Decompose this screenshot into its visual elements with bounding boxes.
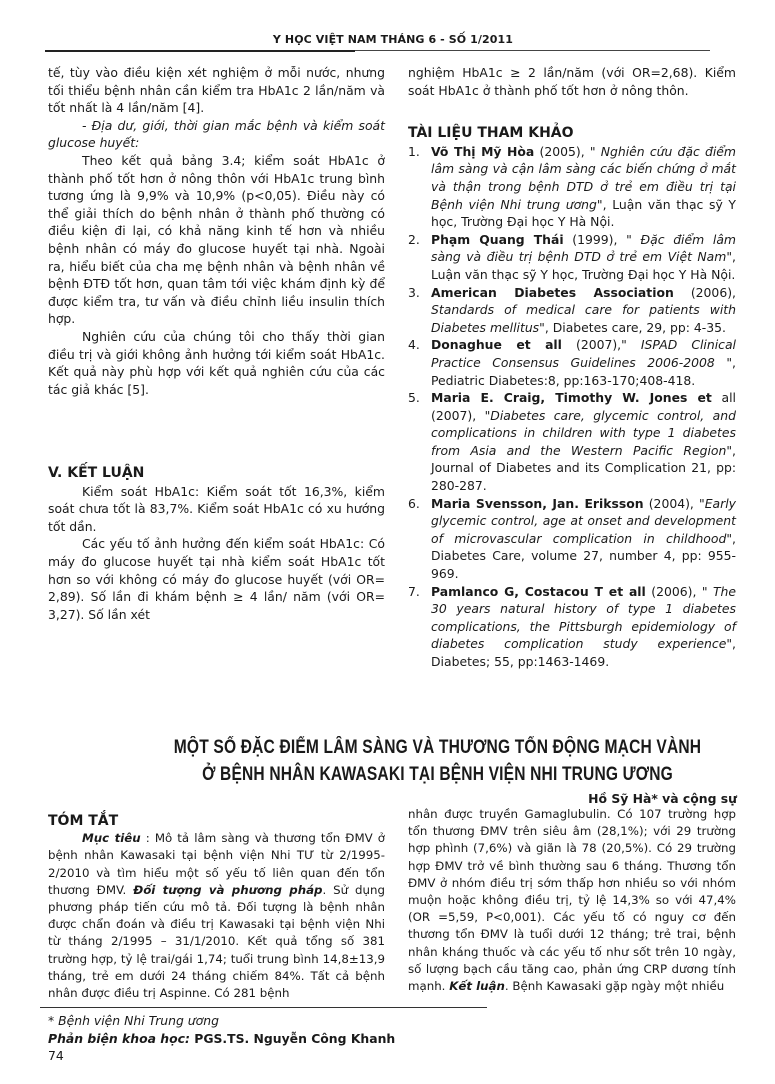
subheading: - Địa dư, giới, thời gian mắc bệnh và kiểm soát glucose huyết: — [48, 117, 385, 151]
conclusion-text: . Bệnh Kawasaki gặp ngày một nhiều — [504, 979, 725, 994]
reference-authors: Phạm Quang Thái — [431, 231, 564, 247]
conclusion-section — [48, 465, 385, 623]
reference-source: , Luận văn thạc sỹ Y học, Trường Đại học Y Hà Nội. — [431, 249, 736, 282]
reference-item — [408, 143, 736, 231]
right-column — [408, 64, 736, 671]
method-text: . Sử dụng phương pháp tiến cứu mô tả. Đối tượng là bệnh nhân được chẩn đoán và điều trị Kawasaki tại bệnh viện Nhi từ tháng 2/1995 – 31/1/2010. Kết quả tổng số 381 trường hợp, tỷ lệ trai/gái 1,74; tuổi trung bình 14,8±13,9 tháng, trẻ em dưới 24 tháng chiếm 84%. Tất cả bệnh nhân được điều trị Aspinne. Có 281 bệnh — [48, 882, 385, 1001]
reference-title: The 30 years natural history of type 1 diabetes complications, the Pittsburgh epidemiology of diabetes complication study experience" — [431, 583, 736, 652]
reference-authors: Pamlanco G, Costacou T et all — [431, 583, 646, 599]
reviewer-name: PGS.TS. Nguyễn Công Khanh — [189, 1030, 396, 1046]
reference-title: Nghiên cứu đặc điểm lâm sàng và cận lâm sàng các biến chứng ở mắt và thận trong bệnh DTD ở trẻ em điều trị tại Bệnh viện Nhi trung ương" — [431, 143, 736, 212]
reference-authors: American Diabetes Association — [431, 284, 674, 300]
reference-item — [408, 583, 736, 671]
objective-text: : Mô tả lâm sàng và thương tổn ĐMV ở bệnh nhân Kawasaki tại bệnh viện Nhi TƯ từ 2/1995-2/2010 và tìm hiểu một số yếu tố liên quan đến tổn thương ĐMV. — [48, 831, 385, 897]
abstract-right — [408, 806, 736, 995]
left-column — [48, 64, 385, 398]
abstract-paragraph — [48, 830, 385, 1002]
abstract-left — [48, 813, 385, 1002]
running-header: Y HỌC VIỆT NAM THÁNG 6 - SỐ 1/2011 — [272, 33, 514, 46]
reference-body — [431, 495, 736, 583]
article-title — [161, 734, 715, 788]
reference-source: , Pediatric Diabetes:8, pp:163-170;408-418. — [431, 354, 736, 388]
page-number: 74 — [48, 1048, 64, 1063]
paragraph: nghiệm HbA1c ≥ 2 lần/năm (với OR=2,68). Kiểm soát HbA1c ở thành phố tốt hơn ở nông thôn. — [408, 65, 736, 98]
affiliation: * Bệnh viện Nhi Trung ương — [48, 1013, 219, 1028]
reference-title: Đặc điểm lâm sàng và điều trị bệnh DTD ở trẻ em Việt Nam" — [431, 231, 736, 265]
paragraph: Kiểm soát HbA1c: Kiểm soát tốt 16,3%, kiểm soát chưa tốt là 83,7%. Kiểm soát HbA1c có xu hướng tốt dần. — [48, 483, 385, 534]
header-rule — [45, 50, 355, 52]
reference-source: , Journal of Diabetes and its Complication 21, pp: 280-287. — [431, 442, 736, 494]
abstract-heading: TÓM TẮT — [48, 813, 119, 829]
reference-year: (2004), — [643, 495, 699, 511]
conclusion-label: Kết luận — [449, 979, 505, 994]
reference-item — [408, 284, 736, 337]
reference-year: (2005), " — [534, 143, 601, 159]
reference-source: , Diabetes Care, volume 27, number 4, pp: 955-969. — [431, 530, 736, 582]
method-label: Đối tượng và phương pháp — [133, 882, 323, 897]
reference-source: , Diabetes; 55, pp:1463-1469. — [431, 636, 736, 669]
reference-source: , Luận văn thạc sỹ Y học, Trường Đại học Y Hà Nội. — [431, 196, 737, 230]
objective-label: Mục tiêu — [82, 831, 141, 846]
reference-item — [408, 336, 736, 389]
reference-body — [431, 389, 736, 495]
title-line: MỘT SỐ ĐẶC ĐIỂM LÂM SÀNG VÀ THƯƠNG TỔN ĐỘNG MẠCH VÀNH — [173, 737, 702, 758]
title-line: Ở BỆNH NHÂN KAWASAKI TẠI BỆNH VIỆN NHI TRUNG ƯƠNG — [202, 764, 673, 785]
reference-authors: Võ Thị Mỹ Hòa — [431, 143, 535, 159]
paragraph: tế, tùy vào điều kiện xét nghiệm ở mỗi nước, nhưng tối thiểu bệnh nhân cần kiểm tra HbA1c 2 lần/năm và tốt nhất là 4 lần/năm [4]. — [48, 65, 385, 116]
reference-authors: Maria Svensson, Jan. Eriksson — [431, 495, 644, 511]
reference-body — [431, 231, 736, 284]
reference-title: "Diabetes care, glycemic control, and complications in children with type 1 diabetes from Asia and the Western Pacific Region" — [431, 407, 736, 458]
reference-body — [431, 583, 736, 671]
reference-number: 1. — [408, 143, 420, 159]
reference-body — [431, 336, 736, 389]
reference-item — [408, 495, 736, 583]
reference-year: (2007)," — [561, 337, 641, 353]
reference-title: "Early glycemic control, age at onset and development of microvascular complication in childhood" — [431, 495, 736, 546]
reference-body — [431, 284, 736, 337]
reviewer-label: Phản biện khoa học: — [48, 1030, 190, 1046]
reference-number: 4. — [408, 337, 420, 353]
reference-authors: Maria E. Craig, Timothy W. Jones et — [431, 390, 712, 406]
footnote-rule — [40, 1007, 395, 1008]
abstract-paragraph — [408, 806, 736, 995]
reference-title: ISPAD Clinical Practice Consensus Guidelines 2006-2008 " — [431, 337, 736, 370]
reference-authors: Donaghue et all — [431, 337, 562, 353]
author-line: Hồ Sỹ Hà* và cộng sự — [588, 791, 737, 806]
footnote-rule — [390, 1007, 487, 1008]
reference-number: 3. — [408, 284, 420, 300]
reference-year: (2006), — [673, 284, 736, 300]
reference-number: 2. — [408, 231, 420, 247]
references-heading: TÀI LIỆU THAM KHẢO — [408, 125, 574, 142]
reference-list — [408, 143, 736, 671]
paragraph: Theo kết quả bảng 3.4; kiểm soát HbA1c ở thành phố tốt hơn ở nông thôn với HbA1c trung bình tương ứng là 9,9% và 10,9% (p<0,05). Điều này có thể giải thích do bệnh nhân ở thành phố thường có điều kiện đi lại, có khả năng kinh tế hơn và nhiều bệnh nhân có máy đo glucose huyết tại nhà. Ngoài ra, hiểu biết của cha mẹ bệnh nhân và bệnh nhân về bệnh ĐTĐ tốt hơn, quan tâm tới việc khám định kỳ để được kiểm tra, tư vấn và điều chỉnh liều insulin thích hợp. — [48, 152, 385, 327]
reference-source: , Diabetes care, 29, pp: 4-35. — [544, 319, 726, 335]
reference-item — [408, 389, 736, 495]
reviewer-line — [48, 1030, 395, 1048]
reference-title: Standards of medical care for patients with Diabetes mellitus" — [431, 302, 736, 335]
reference-number: 7. — [408, 583, 420, 599]
header-rule — [355, 50, 710, 51]
reference-item — [408, 231, 736, 284]
reference-body — [431, 143, 736, 231]
reference-year: (2006), " — [645, 583, 713, 599]
reference-year: (1999), " — [563, 231, 641, 247]
paragraph: Nghiên cứu của chúng tôi cho thấy thời gian điều trị và giới không ảnh hưởng tới kiểm soát HbA1c. Kết quả này phù hợp với kết quả nghiên cứu của các tác giả khác [5]. — [48, 328, 385, 397]
section-heading: V. KẾT LUẬN — [48, 465, 145, 481]
reference-year: all (2007), — [431, 390, 736, 423]
reference-number: 6. — [408, 495, 420, 511]
results-text: nhân được truyền Gamaglubulin. Có 107 trường hợp tổn thương ĐMV trên siêu âm (28,1%); với 29 trường hợp phình (7,6%) và giãn là 78 (20,5%). Có 29 trường hợp ĐMV trở về bình thường sau 6 tháng. Thương tổn ĐMV ở nhóm điều trị sớm thấp hơn nhiều so với nhóm muộn hoặc không điều trị, tỷ lệ 14,3% so với 47,4% (OR =5,59, P<0,001). Các yếu tố có nguy cơ đến thương tổn ĐMV là tuổi dưới 12 tháng; trẻ trai, bệnh nhân kháng thuốc và các yếu tố như sốt trên 10 ngày, số lượng bạch cầu tăng cao, phản ứng CRP dương tính mạnh. — [408, 807, 736, 994]
reference-number: 5. — [408, 390, 420, 406]
footnote — [48, 1012, 395, 1065]
paragraph: Các yếu tố ảnh hưởng đến kiểm soát HbA1c: Có máy đo glucose huyết tại nhà kiểm soát HbA1c tốt hơn so với không có máy đo glucose huyết (với OR= 2,89). Số lần đi khám bệnh ≥ 4 lần/ năm (với OR= 3,27). Số lần xét — [48, 536, 385, 622]
